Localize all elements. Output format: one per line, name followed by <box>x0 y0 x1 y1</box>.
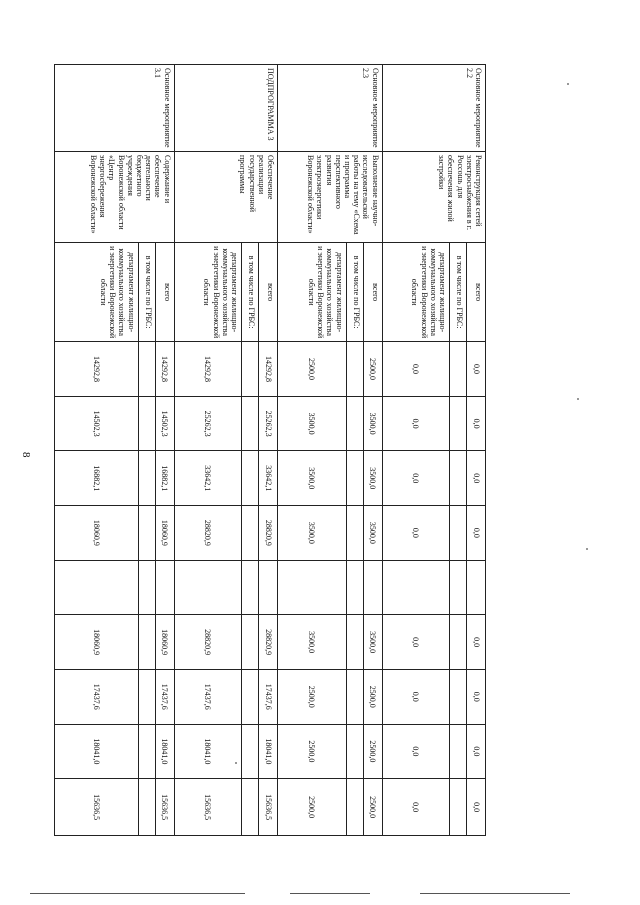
amount-cell <box>258 560 277 615</box>
amount-cell <box>174 560 241 615</box>
funding-source-cell: департамент жилищно-коммунального хозяйства и энергетики Воронежской области <box>277 243 346 342</box>
amount-cell: 16882,1 <box>155 451 174 506</box>
table-row <box>155 65 174 836</box>
scan-speck <box>586 548 588 550</box>
amount-cell <box>450 342 467 397</box>
amount-cell <box>138 669 155 724</box>
amount-cell <box>138 506 155 561</box>
amount-cell: 28820,9 <box>174 615 241 670</box>
funding-source-cell: в том числе по ГРБС: <box>346 243 363 342</box>
amount-cell <box>346 396 363 451</box>
amount-cell: 18041,0 <box>55 724 139 779</box>
amount-cell <box>241 615 258 670</box>
table-body <box>55 65 486 836</box>
amount-cell: 2500,0 <box>277 724 346 779</box>
amount-cell: 15636,5 <box>174 779 241 836</box>
amount-cell: 3500,0 <box>363 615 382 670</box>
amount-cell: 0,0 <box>382 779 449 836</box>
amount-cell: 2500,0 <box>363 779 382 836</box>
amount-cell: 0,0 <box>382 451 449 506</box>
funding-source-cell: в том числе по ГРБС: <box>450 243 467 342</box>
amount-cell: 17437,6 <box>55 669 139 724</box>
amount-cell: 14292,8 <box>174 342 241 397</box>
amount-cell <box>138 560 155 615</box>
budget-table <box>54 64 486 836</box>
amount-cell <box>467 560 486 615</box>
amount-cell <box>450 396 467 451</box>
program-level-cell: Основное мероприятие 3.1 <box>55 65 175 152</box>
funding-source-cell: департамент жилищно-коммунального хозяйства и энергетики Воронежской области <box>55 243 139 342</box>
amount-cell: 0,0 <box>382 342 449 397</box>
amount-cell: 0,0 <box>382 396 449 451</box>
table-row <box>467 65 486 836</box>
amount-cell: 3500,0 <box>277 396 346 451</box>
amount-cell: 28820,9 <box>258 615 277 670</box>
amount-cell <box>241 724 258 779</box>
program-level-cell: ПОДПРОГРАММА 3 <box>174 65 277 152</box>
amount-cell <box>138 451 155 506</box>
amount-cell: 0,0 <box>382 724 449 779</box>
amount-cell: 2500,0 <box>277 669 346 724</box>
program-name-cell: Обеспечение реализации государственной программы <box>174 152 277 243</box>
amount-cell <box>241 669 258 724</box>
amount-cell: 3500,0 <box>277 615 346 670</box>
amount-cell <box>138 779 155 836</box>
amount-cell: 0,0 <box>467 451 486 506</box>
amount-cell <box>346 724 363 779</box>
program-name-cell: Содержание и обеспечение деятельности бюджетного учреждения Воронежской области «Центр энергосбережения Воронежской области» <box>55 152 175 243</box>
amount-cell <box>346 506 363 561</box>
amount-cell: 15636,5 <box>55 779 139 836</box>
amount-cell: 0,0 <box>467 779 486 836</box>
scan-edge-line <box>420 893 570 894</box>
amount-cell: 0,0 <box>467 669 486 724</box>
amount-cell: 28820,9 <box>258 506 277 561</box>
amount-cell <box>346 779 363 836</box>
program-name-cell: Реконструкция сетей электроснабжения в г. Россошь для обеспечения жилой застройки <box>382 152 485 243</box>
amount-cell: 0,0 <box>467 615 486 670</box>
amount-cell: 0,0 <box>467 342 486 397</box>
scan-edge-line <box>30 893 245 894</box>
scan-speck <box>235 762 237 764</box>
amount-cell: 17437,6 <box>258 669 277 724</box>
amount-cell: 3500,0 <box>277 451 346 506</box>
table-row <box>258 65 277 836</box>
amount-cell: 14502,3 <box>55 396 139 451</box>
amount-cell <box>346 342 363 397</box>
amount-cell: 3500,0 <box>277 506 346 561</box>
funding-source-cell: всего <box>363 243 382 342</box>
amount-cell: 14292,8 <box>55 342 139 397</box>
amount-cell: 25262,3 <box>174 396 241 451</box>
funding-source-cell: всего <box>155 243 174 342</box>
amount-cell <box>346 451 363 506</box>
amount-cell: 2500,0 <box>277 779 346 836</box>
amount-cell: 0,0 <box>382 506 449 561</box>
funding-source-cell: департамент жилищно-коммунального хозяйства и энергетики Воронежской области <box>382 243 449 342</box>
amount-cell: 14502,3 <box>155 396 174 451</box>
amount-cell <box>241 396 258 451</box>
table-row <box>363 65 382 836</box>
amount-cell <box>346 669 363 724</box>
amount-cell <box>138 724 155 779</box>
amount-cell <box>450 615 467 670</box>
amount-cell <box>346 560 363 615</box>
funding-source-cell: департамент жилищно-коммунального хозяйства и энергетики Воронежской области <box>174 243 241 342</box>
amount-cell <box>241 451 258 506</box>
amount-cell: 18060,9 <box>155 615 174 670</box>
scan-speck <box>567 83 569 85</box>
amount-cell <box>155 560 174 615</box>
amount-cell: 0,0 <box>382 669 449 724</box>
amount-cell: 0,0 <box>467 396 486 451</box>
amount-cell: 14292,8 <box>155 342 174 397</box>
program-name-cell: Выполнение научно-исследовательской работы на тему «Схема и программа перспективного развития электроэнергетики Воронежской области» <box>277 152 382 243</box>
amount-cell <box>450 724 467 779</box>
amount-cell <box>450 451 467 506</box>
amount-cell: 18041,0 <box>258 724 277 779</box>
amount-cell <box>450 669 467 724</box>
amount-cell <box>138 615 155 670</box>
amount-cell: 0,0 <box>382 615 449 670</box>
amount-cell <box>450 779 467 836</box>
amount-cell: 18060,9 <box>155 506 174 561</box>
amount-cell: 33642,1 <box>258 451 277 506</box>
amount-cell <box>450 506 467 561</box>
amount-cell: 0,0 <box>467 506 486 561</box>
amount-cell: 33642,1 <box>174 451 241 506</box>
funding-source-cell: в том числе по ГРБС: <box>241 243 258 342</box>
amount-cell: 16882,1 <box>55 451 139 506</box>
amount-cell: 18041,0 <box>174 724 241 779</box>
amount-cell <box>382 560 449 615</box>
amount-cell <box>241 779 258 836</box>
amount-cell: 17437,6 <box>174 669 241 724</box>
amount-cell: 0,0 <box>467 724 486 779</box>
amount-cell: 18060,9 <box>55 615 139 670</box>
amount-cell <box>138 396 155 451</box>
amount-cell: 17437,6 <box>155 669 174 724</box>
amount-cell <box>241 560 258 615</box>
amount-cell: 3500,0 <box>363 506 382 561</box>
funding-source-cell: всего <box>467 243 486 342</box>
amount-cell <box>241 506 258 561</box>
amount-cell: 14292,8 <box>258 342 277 397</box>
program-level-cell: Основное мероприятие 2.3 <box>277 65 382 152</box>
funding-source-cell: в том числе по ГРБС: <box>138 243 155 342</box>
amount-cell: 15636,5 <box>258 779 277 836</box>
scan-speck <box>577 398 579 400</box>
program-level-cell: Основное мероприятие 2.2 <box>382 65 485 152</box>
budget-table-wrapper <box>54 64 486 836</box>
amount-cell <box>346 615 363 670</box>
amount-cell: 2500,0 <box>277 342 346 397</box>
amount-cell: 3500,0 <box>363 451 382 506</box>
amount-cell <box>363 560 382 615</box>
amount-cell: 3500,0 <box>363 396 382 451</box>
amount-cell <box>138 342 155 397</box>
amount-cell <box>55 560 139 615</box>
amount-cell: 2500,0 <box>363 342 382 397</box>
amount-cell: 2500,0 <box>363 724 382 779</box>
amount-cell: 15636,5 <box>155 779 174 836</box>
amount-cell: 18060,9 <box>55 506 139 561</box>
amount-cell <box>277 560 346 615</box>
amount-cell <box>241 342 258 397</box>
amount-cell <box>450 560 467 615</box>
amount-cell: 18041,0 <box>155 724 174 779</box>
amount-cell: 28820,9 <box>174 506 241 561</box>
amount-cell: 2500,0 <box>363 669 382 724</box>
amount-cell: 25262,3 <box>258 396 277 451</box>
funding-source-cell: всего <box>258 243 277 342</box>
scan-edge-line <box>290 893 370 894</box>
page-number: 8 <box>20 452 32 458</box>
